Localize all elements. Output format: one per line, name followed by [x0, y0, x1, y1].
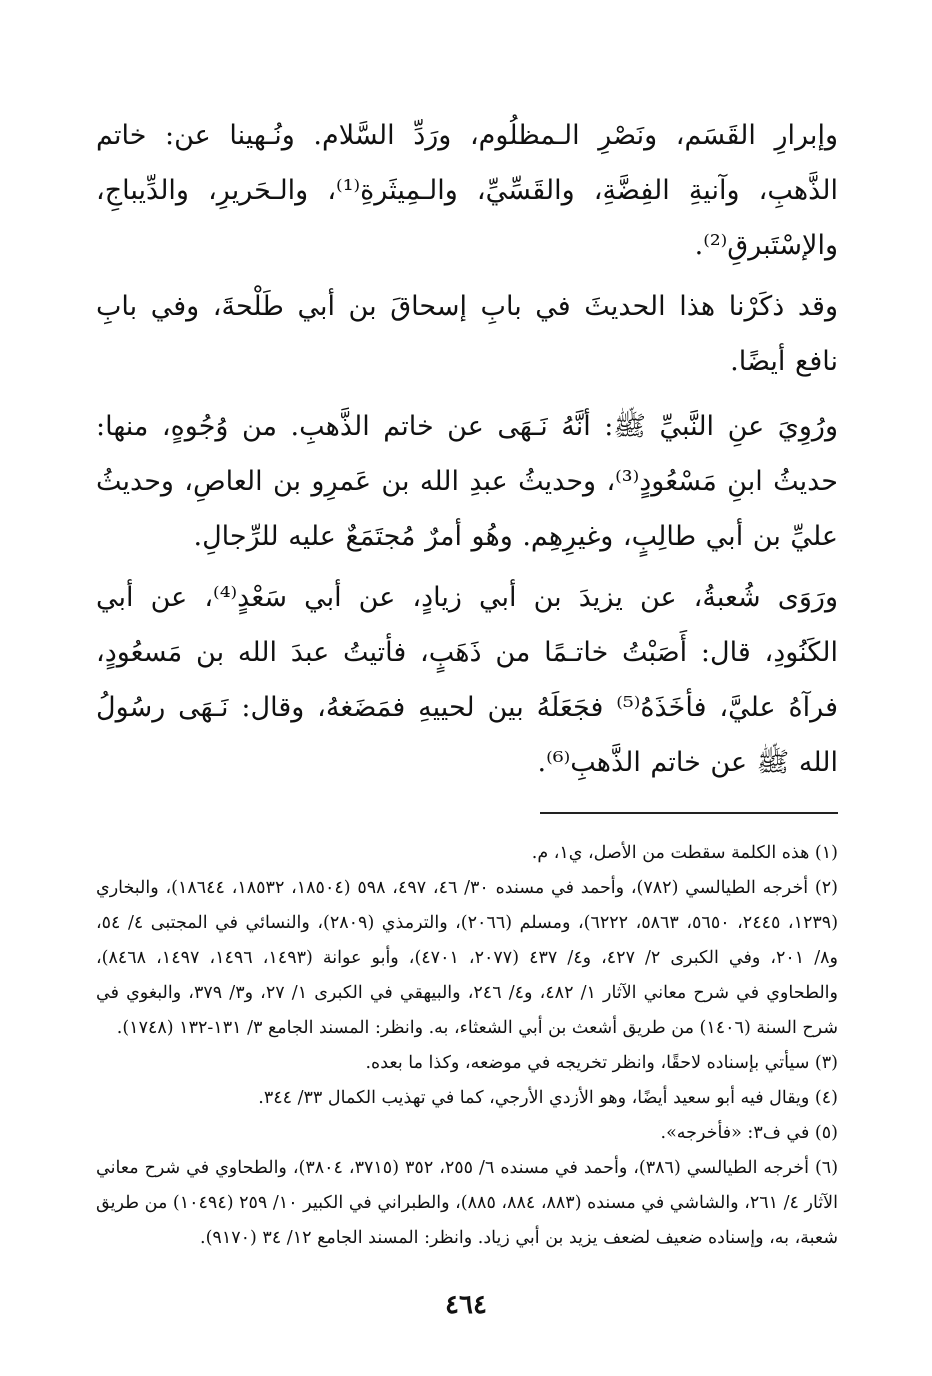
footnote-2: (٢) أخرجه الطيالسي (٧٨٢)، وأحمد في مسنده ٣٠/ ٤٦، ٤٩٧، ٥٩٨ (١٨٥٠٤، ١٨٥٣٢، ١٨٦٤٤)، والبخاري (١٢٣٩، ٢٤٤٥، ٥٦٥٠، ٥٨٦٣، ٦٢٢٢)، ومسلم (٢٠٦٦)، والترمذي (٢٨٠٩)، والنسائي في المجتبى ٤/ ٥٤، و٨/ ٢٠١، وفي الكبرى ٢/ ٤٢٧، و٤/ ٤٣٧ (٢٠٧٧، ٤٧٠١)، وأبو عوانة (١٤٩٣، ١٤٩٦، ١٤٩٧، ٨٤٦٨)، والطحاوي في شرح معاني الآثار ١/ ٤٨٢، و٤/ ٢٤٦، والبيهقي في الكبرى ١/ ٢٧، و٣/ ٣٧٩، والبغوي في شرح السنة (١٤٠٦) من طريق أشعث بن أبي الشعثاء، به. وانظر: المسند الجامع ٣/ ١٣١-١٣٢ (١٧٤٨). — [96, 878, 839, 1038]
main-paragraph-3: ورُوِيَ عنِ النَّبيِّ ﷺ: أنَّهُ نَـهَى عن خاتم الذَّهبِ. من وُجُوهٍ، منها: حديثُ ابنِ مَسْعُودٍ⁽³⁾، وحديثُ عبدِ الله بن عَمرِو بن العاصِ، وحديثُ عليِّ بن أبي طالِبٍ، وغيرِهِم. وهُو أمرٌ مُجتَمَعٌ عليه للرِّجالِ. — [96, 411, 838, 552]
main-paragraph-4: ورَوَى شُعبةُ، عن يزيدَ بن أبي زيادٍ، عن أبي سَعْدٍ⁽⁴⁾، عن أبي الكَنُودِ، قال: أَصَبْتُ خاتـمًا من ذَهَبٍ، فأتيتُ عبدَ الله بن مَسعُودٍ، فرآهُ عليَّ، فأخَذَهُ⁽⁵⁾ فجَعَلَهُ بين لحييهِ فمَضَغهُ، وقال: نَـهَى رسُولُ الله ﷺ عن خاتم الذَّهبِ⁽⁶⁾. — [96, 582, 839, 778]
page-number: ٤٦٤ — [445, 1290, 487, 1320]
footnote-3: (٣) سيأتي بإسناده لاحقًا، وانظر تخريجه في موضعه، وكذا ما بعده. — [365, 1053, 838, 1073]
main-paragraph-2: وقد ذكَرْنا هذا الحديثَ في بابِ إسحاقَ بن أبي طَلْحةَ، وفي بابِ نافع أيضًا. — [96, 291, 838, 377]
footnote-divider — [540, 812, 838, 814]
footnote-5: (٥) في ف٣: «فأخرجه». — [660, 1123, 838, 1143]
footnote-6: (٦) أخرجه الطيالسي (٣٨٦)، وأحمد في مسنده ٦/ ٢٥٥، ٣٥٢ (٣٧١٥، ٣٨٠٤)، والطحاوي في شرح معاني الآثار ٤/ ٢٦١، والشاشي في مسنده (٨٨٣، ٨٨٤، ٨٨٥)، والطبراني في الكبير ١٠/ ٢٥٩ (١٠٤٩٤) من طريق شعبة، به، وإسناده ضعيف لضعف يزيد بن أبي زياد. وانظر: المسند الجامع ١٢/ ٣٤ (٩١٧٠). — [96, 1158, 839, 1248]
footnotes — [96, 836, 838, 1256]
page-content — [96, 108, 838, 1256]
footnote-1: (١) هذه الكلمة سقطت من الأصل، ي١، م. — [531, 843, 838, 863]
main-paragraph-1: وإبرارِ القَسَم، ونَصْرِ الـمظلُوم، ورَدِّ السَّلام. ونُـهينا عن: خاتم الذَّهبِ، وآنيةِ الفِضَّةِ، والقَسِّيِّ، والـمِيثَرةِ⁽¹⁾، والـحَريرِ، والدِّيباجِ، والإسْتَبرقِ⁽²⁾. — [96, 120, 838, 261]
footnote-4: (٤) ويقال فيه أبو سعيد أيضًا، وهو الأزدي الأرجي، كما في تهذيب الكمال ٣٣/ ٣٤٤. — [258, 1088, 838, 1108]
